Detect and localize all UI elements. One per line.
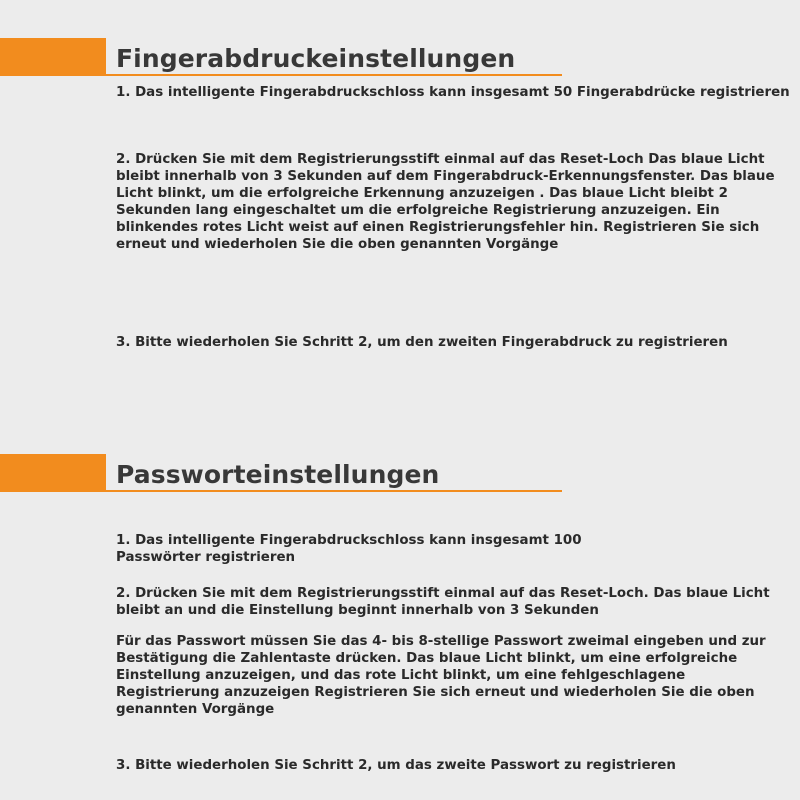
- title-underline: [106, 490, 562, 492]
- accent-bar: [0, 38, 106, 76]
- password-step-2: 2. Drücken Sie mit dem Registrierungsstift einmal auf das Reset-Loch. Das blaue Licht bleibt an und die Einstellung beginnt innerhalb von 3 Sekunden: [116, 586, 770, 618]
- password-settings-header: [0, 452, 800, 496]
- password-step-3: 3. Bitte wiederholen Sie Schritt 2, um das zweite Passwort zu registrieren: [116, 758, 676, 773]
- password-settings-title: Passworteinstellungen: [116, 460, 440, 489]
- password-settings-section: [0, 452, 800, 773]
- fingerprint-step-2: 2. Drücken Sie mit dem Registrierungsstift einmal auf das Reset-Loch Das blaue Licht bleibt innerhalb von 3 Sekunden auf dem Fingerabdruck-Erkennungsfenster. Das blaue Licht blinkt, um die erfolgreiche Erkennung anzuzeigen . Das blaue Licht bleibt 2 Sekunden lang eingeschaltet um die erfolgreiche Registrierung anzuzeigen. Ein blinkendes rotes Licht weist auf einen Registrierungsfehler hin. Registrieren Sie sich erneut und wiederholen Sie die oben genannten Vorgänge: [116, 152, 775, 252]
- password-step-1: 1. Das intelligente Fingerabdruckschloss kann insgesamt 100 Passwörter registrieren: [116, 533, 582, 565]
- fingerprint-settings-section: [0, 36, 800, 350]
- title-underline: [106, 74, 562, 76]
- fingerprint-settings-header: [0, 36, 800, 80]
- password-entry-instructions: Für das Passwort müssen Sie das 4- bis 8-stellige Passwort zweimal eingeben und zur Bestätigung die Zahlentaste drücken. Das blaue Licht blinkt, um eine erfolgreiche Einstellung anzuzeigen, und das rote Licht blinkt, um eine fehlgeschlagene Registrierung anzuzeigen Registrieren Sie sich erneut und wiederholen Sie die oben genannten Vorgänge: [116, 634, 766, 717]
- fingerprint-step-1: 1. Das intelligente Fingerabdruckschloss kann insgesamt 50 Fingerabdrücke registrieren: [116, 85, 790, 100]
- fingerprint-settings-title: Fingerabdruckeinstellungen: [116, 44, 516, 73]
- accent-bar: [0, 454, 106, 492]
- fingerprint-step-3: 3. Bitte wiederholen Sie Schritt 2, um den zweiten Fingerabdruck zu registrieren: [116, 335, 728, 350]
